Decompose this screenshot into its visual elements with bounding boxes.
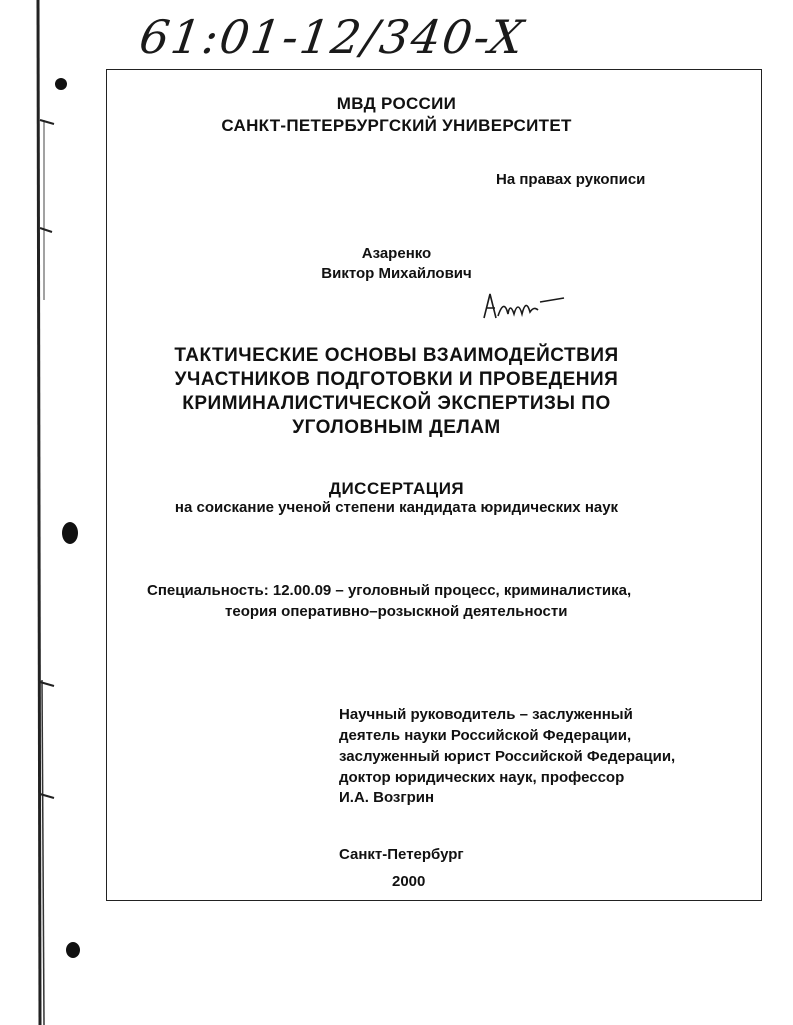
supervisor-name: И.А. Возгрин [339,789,435,806]
dissertation-title-line-3: КРИМИНАЛИСТИЧЕСКОЙ ЭКСПЕРТИЗЫ ПО [182,393,611,414]
dissertation-title-line-4: УГОЛОВНЫМ ДЕЛАМ [292,417,501,438]
year: 2000 [392,873,426,890]
dissertation-title-line-1: ТАКТИЧЕСКИЕ ОСНОВЫ ВЗАИМОДЕЙСТВИЯ [174,345,619,366]
archive-number-handwritten: 61:01-12/340-X [136,10,529,64]
degree-line: на соискание ученой степени кандидата юридических наук [174,499,619,516]
specialty-label: Специальность: [147,582,269,599]
supervisor-line-3: заслуженный юрист Российской Федерации, [339,748,676,765]
university-heading: САНКТ-ПЕТЕРБУРГСКИЙ УНИВЕРСИТЕТ [221,116,572,135]
author-given-names: Виктор Михайлович [321,265,472,282]
ministry-heading: МВД РОССИИ [336,94,457,113]
work-type: ДИССЕРТАЦИЯ [328,479,465,498]
supervisor-line-2: деятель науки Российской Федерации, [339,727,632,744]
supervisor-line-4: доктор юридических наук, профессор [339,769,625,786]
specialty-line-2: теория оперативно–розыскной деятельности [225,603,568,620]
supervisor-line-1: Научный руководитель – заслуженный [339,706,633,723]
author-surname: Азаренко [361,245,432,262]
dissertation-title-line-2: УЧАСТНИКОВ ПОДГОТОВКИ И ПРОВЕДЕНИЯ [174,369,619,390]
author-signature [482,288,572,328]
specialty-line-1 [147,582,631,599]
punch-hole-bottom [66,942,80,958]
punch-hole-middle [62,522,78,544]
punch-hole-top [55,78,67,90]
city: Санкт-Петербург [339,846,464,863]
specialty-code: 12.00.09 – уголовный процесс, криминалистика, [272,582,632,599]
manuscript-note: На правах рукописи [496,171,646,188]
